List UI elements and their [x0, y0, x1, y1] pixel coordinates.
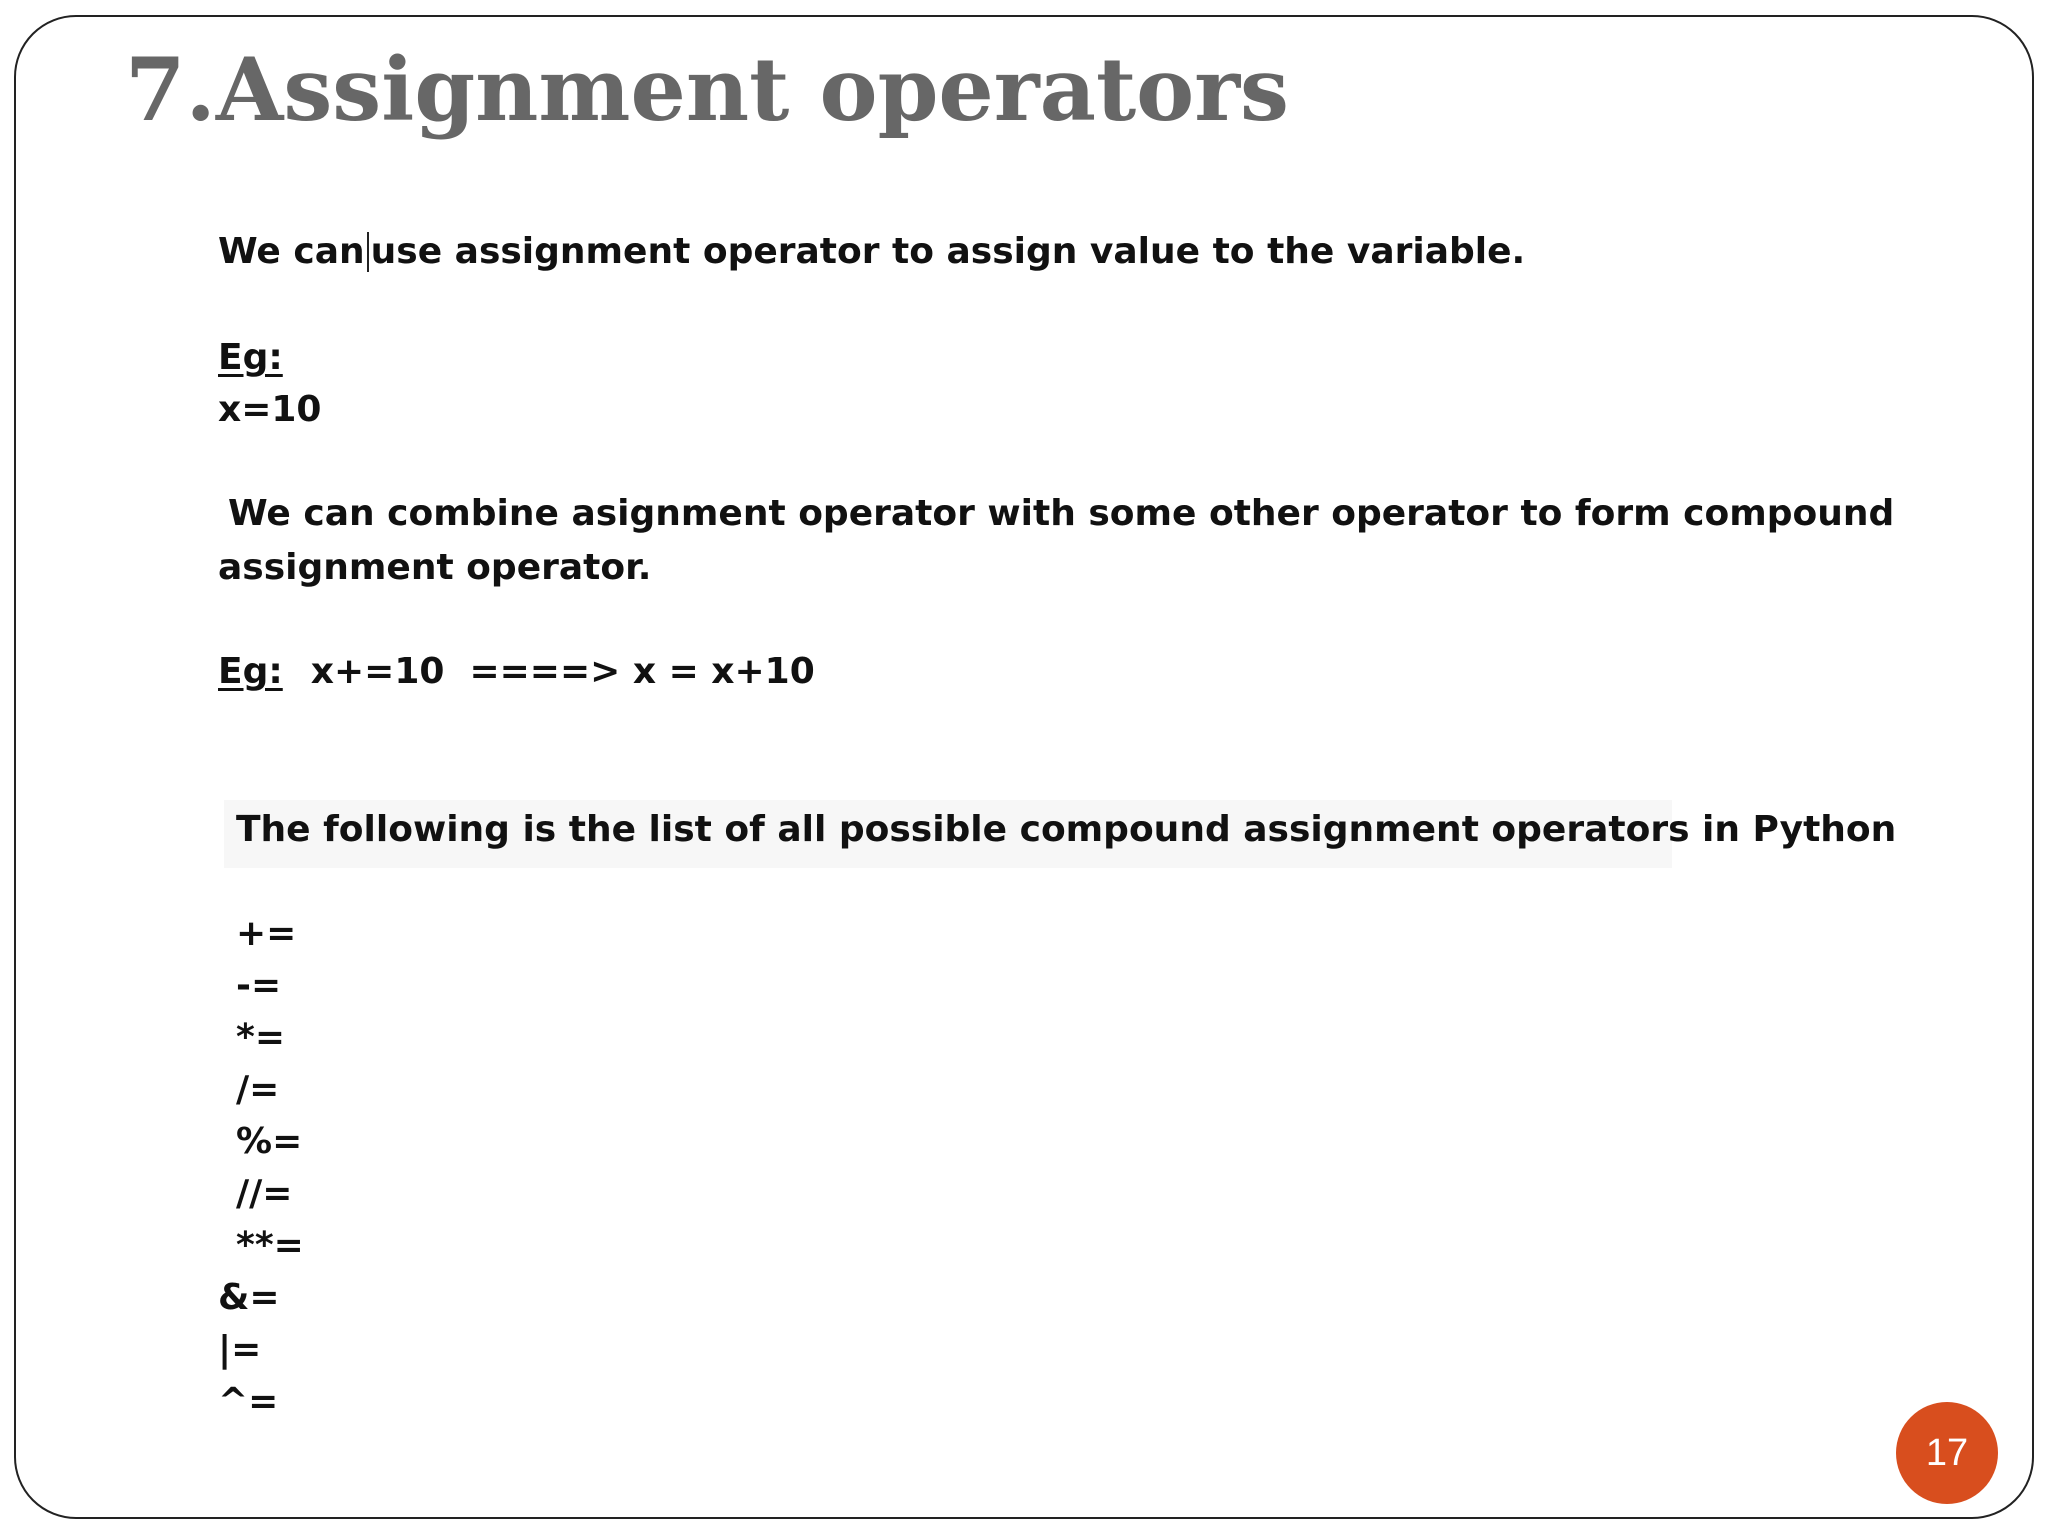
- compound-description-line-1: We can combine asignment operator with some other operator to form compound: [228, 493, 1895, 534]
- operator-item: /=: [236, 1069, 280, 1110]
- example-2-code: x+=10 ====> x = x+10: [310, 651, 815, 692]
- intro-sentence: [218, 230, 1525, 274]
- operator-item: +=: [236, 913, 297, 954]
- operator-item: -=: [236, 965, 282, 1006]
- operator-item: *=: [236, 1017, 285, 1058]
- example-2-label: Eg:: [218, 651, 283, 692]
- operator-item: //=: [236, 1173, 293, 1214]
- example-1-code: x=10: [218, 389, 322, 430]
- page-number-badge: 17: [1896, 1402, 1998, 1504]
- operator-item: ^=: [218, 1381, 279, 1422]
- intro-text-start: We can: [218, 231, 365, 272]
- text-cursor: [367, 232, 369, 272]
- compound-description-line-2: assignment operator.: [218, 547, 652, 588]
- operator-item: %=: [236, 1121, 303, 1162]
- operator-item: &=: [218, 1277, 280, 1318]
- operator-item: **=: [236, 1225, 304, 1266]
- slide-title: 7.Assignment operators: [125, 38, 1290, 141]
- example-1-label: Eg:: [218, 337, 283, 378]
- operator-item: |=: [218, 1329, 262, 1370]
- example-2: [218, 650, 815, 694]
- list-intro: The following is the list of all possible compound assignment operators in Python: [236, 809, 1897, 850]
- intro-text-end: use assignment operator to assign value to the variable.: [370, 231, 1526, 272]
